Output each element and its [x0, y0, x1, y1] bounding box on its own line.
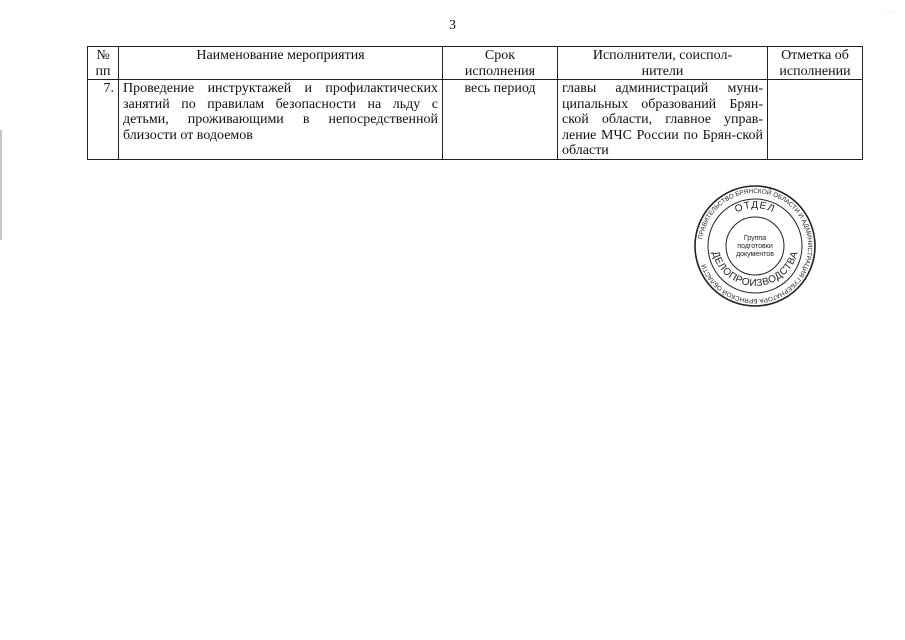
row-completion-mark: [768, 80, 863, 160]
header-event-name: Наименование мероприятия: [119, 47, 443, 80]
events-table: [87, 46, 863, 160]
page-number: 3: [449, 18, 456, 33]
row-executors: главы администраций муни-ципальных образований Брян-ской области, главное управ-ление МЧС России по Брян-ской области: [558, 80, 768, 160]
table-header-row: [88, 47, 863, 80]
stamp-center-line-3: документов: [736, 251, 774, 258]
row-deadline: весь период: [443, 80, 558, 160]
stamp-top-arc-text: ОТДЕЛ: [733, 199, 777, 216]
office-stamp: [693, 184, 817, 308]
header-deadline: Срок исполнения: [443, 47, 558, 80]
row-number: 7.: [88, 80, 119, 160]
header-executors: Исполнители, соиспол- нители: [558, 47, 768, 80]
scan-noise: . .: [887, 6, 893, 15]
table-row: [88, 80, 863, 160]
stamp-bottom-arc-text: ДЕЛОПРОИЗВОДСТВА: [709, 249, 801, 290]
header-number: № пп: [88, 47, 119, 80]
stamp-center-line-1: Группа: [743, 235, 767, 242]
scan-edge-mark: [0, 130, 2, 240]
stamp-outer-text: ПРАВИТЕЛЬСТВО БРЯНСКОЙ ОБЛАСТИ И АДМИНИСТРАЦИЯ ГУБЕРНАТОРА БРЯНСКОЙ ОБЛАСТИ: [697, 187, 814, 305]
header-completion-mark: Отметка об исполнении: [768, 47, 863, 80]
row-event-name: Проведение инструктажей и профилактических занятий по правилам безопасности на льду с детьми, проживающими в непосредственной близости от водоемов: [119, 80, 443, 160]
stamp-center-line-2: подготовки: [737, 243, 773, 250]
